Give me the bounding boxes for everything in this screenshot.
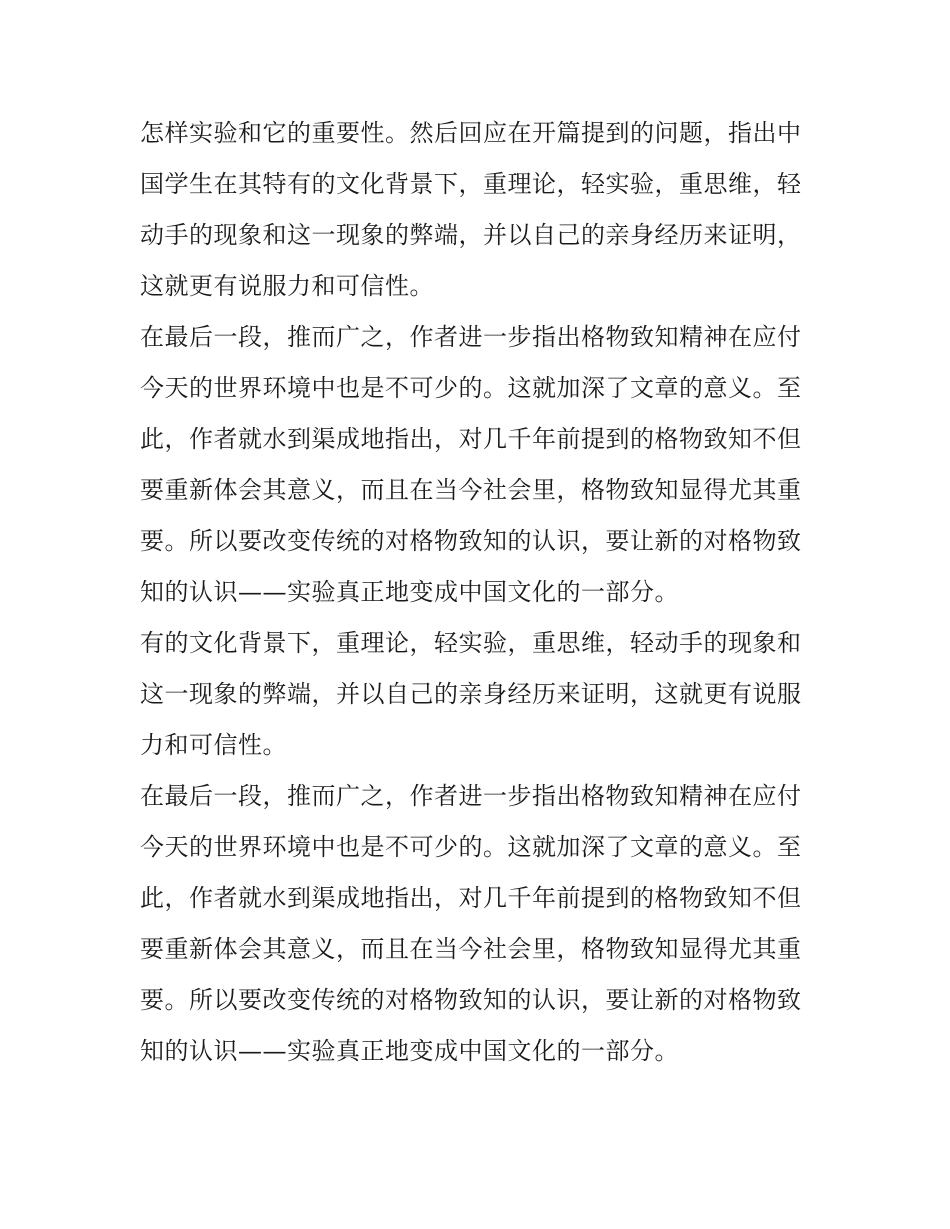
paragraph-line: 国学生在其特有的文化背景下，重理论，轻实验，重思维，轻	[140, 170, 802, 198]
paragraph-line: 怎样实验和它的重要性。然后回应在开篇提到的问题，指出中	[140, 119, 802, 147]
paragraph-line: 今天的世界环境中也是不可少的。这就加深了文章的意义。至	[140, 833, 802, 861]
paragraph-1	[140, 108, 820, 312]
paragraph-line: 此，作者就水到渠成地指出，对几千年前提到的格物致知不但	[140, 884, 802, 912]
paragraph-line: 知的认识——实验真正地变成中国文化的一部分。	[140, 578, 679, 606]
paragraph-line: 这一现象的弊端，并以自己的亲身经历来证明，这就更有说服	[140, 680, 802, 708]
paragraph-line: 知的认识——实验真正地变成中国文化的一部分。	[140, 1037, 679, 1065]
paragraph-3	[140, 618, 820, 771]
document-body	[140, 108, 820, 1077]
paragraph-line: 要。所以要改变传统的对格物致知的认识，要让新的对格物致	[140, 986, 802, 1014]
paragraph-line: 有的文化背景下，重理论，轻实验，重思维，轻动手的现象和	[140, 629, 802, 657]
paragraph-2	[140, 312, 820, 618]
paragraph-line: 动手的现象和这一现象的弊端，并以自己的亲身经历来证明，	[140, 221, 802, 249]
paragraph-line: 要重新体会其意义，而且在当今社会里，格物致知显得尤其重	[140, 476, 802, 504]
paragraph-line: 这就更有说服力和可信性。	[140, 272, 434, 300]
paragraph-line: 今天的世界环境中也是不可少的。这就加深了文章的意义。至	[140, 374, 802, 402]
paragraph-line: 要。所以要改变传统的对格物致知的认识，要让新的对格物致	[140, 527, 802, 555]
paragraph-line: 在最后一段，推而广之，作者进一步指出格物致知精神在应付	[140, 323, 802, 351]
paragraph-line: 此，作者就水到渠成地指出，对几千年前提到的格物致知不但	[140, 425, 802, 453]
paragraph-line: 力和可信性。	[140, 731, 287, 759]
paragraph-line: 要重新体会其意义，而且在当今社会里，格物致知显得尤其重	[140, 935, 802, 963]
paragraph-4	[140, 771, 820, 1077]
paragraph-line: 在最后一段，推而广之，作者进一步指出格物致知精神在应付	[140, 782, 802, 810]
